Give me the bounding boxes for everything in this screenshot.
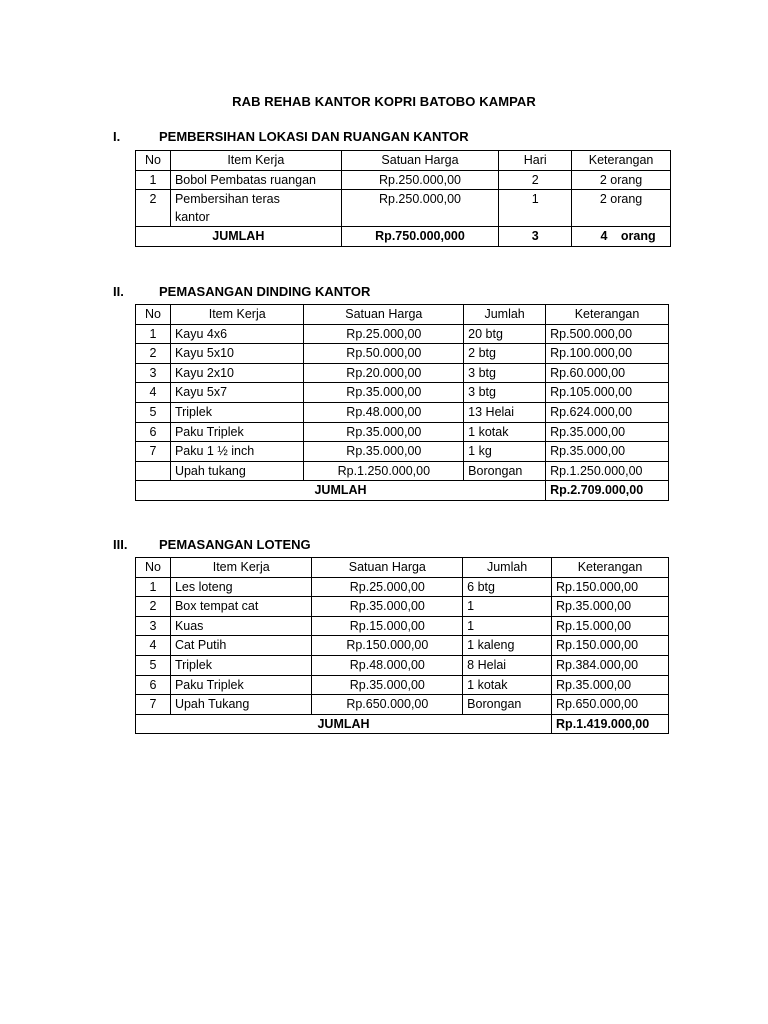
cell-keterangan: Rp.35.000,00 [552, 675, 669, 695]
cell-no: 1 [136, 170, 171, 190]
cell-item: Bobol Pembatas ruangan [170, 170, 341, 190]
cell-item: Kayu 2x10 [170, 363, 304, 383]
section-2-number: II. [113, 284, 124, 299]
cell-item: Paku 1 ½ inch [170, 442, 304, 462]
cell-jumlah: 20 btg [464, 324, 546, 344]
cell-jumlah: 13 Helai [464, 402, 546, 422]
cell-jumlah: 8 Helai [463, 655, 552, 675]
total-orang-unit: orang [620, 229, 656, 244]
total-harga: Rp.750.000,000 [341, 227, 499, 247]
table-row [136, 383, 669, 403]
total-label: JUMLAH [136, 481, 546, 501]
header-jumlah: Jumlah [464, 305, 546, 325]
cell-jumlah: 3 btg [464, 363, 546, 383]
table-row [136, 461, 669, 481]
cell-harga: Rp.48.000,00 [304, 402, 464, 422]
cell-harga: Rp.35.000,00 [312, 597, 463, 617]
table-row [136, 675, 669, 695]
cell-harga: Rp.20.000,00 [304, 363, 464, 383]
cell-jumlah: 1 [463, 616, 552, 636]
total-hari: 3 [499, 227, 572, 247]
table-row [136, 324, 669, 344]
cell-harga: Rp.250.000,00 [341, 190, 499, 227]
section-3-table [135, 557, 669, 734]
section-1 [0, 129, 768, 244]
header-no: No [136, 558, 171, 578]
header-keterangan: Keterangan [572, 151, 671, 171]
cell-item: Kayu 5x10 [170, 344, 304, 364]
section-1-title: PEMBERSIHAN LOKASI DAN RUANGAN KANTOR [159, 129, 469, 144]
cell-no: 3 [136, 363, 171, 383]
cell-no: 7 [136, 695, 171, 715]
cell-no: 5 [136, 402, 171, 422]
cell-harga: Rp.250.000,00 [341, 170, 499, 190]
table-row [136, 577, 669, 597]
cell-harga: Rp.48.000,00 [312, 655, 463, 675]
total-label: JUMLAH [136, 227, 342, 247]
table-row [136, 695, 669, 715]
section-1-table [135, 150, 671, 247]
header-item: Item Kerja [170, 558, 312, 578]
cell-keterangan: Rp.35.000,00 [546, 422, 669, 442]
table-row [136, 363, 669, 383]
table-row [136, 170, 671, 190]
cell-keterangan: Rp.105.000,00 [546, 383, 669, 403]
table-row [136, 344, 669, 364]
document-title: RAB REHAB KANTOR KOPRI BATOBO KAMPAR [232, 94, 536, 109]
cell-keterangan: Rp.100.000,00 [546, 344, 669, 364]
cell-harga: Rp.35.000,00 [304, 442, 464, 462]
section-2-heading [0, 284, 768, 302]
total-row [136, 714, 669, 734]
cell-no: 4 [136, 383, 171, 403]
cell-harga: Rp.1.250.000,00 [304, 461, 464, 481]
table-row [136, 616, 669, 636]
cell-harga: Rp.35.000,00 [304, 383, 464, 403]
total-row [136, 481, 669, 501]
cell-harga: Rp.25.000,00 [304, 324, 464, 344]
cell-no: 2 [136, 190, 171, 227]
cell-no: 7 [136, 442, 171, 462]
cell-item: Paku Triplek [170, 422, 304, 442]
cell-keterangan: Rp.60.000,00 [546, 363, 669, 383]
total-keterangan [572, 227, 671, 247]
header-item: Item Kerja [170, 151, 341, 171]
header-keterangan: Keterangan [546, 305, 669, 325]
cell-harga: Rp.35.000,00 [304, 422, 464, 442]
table-header-row [136, 151, 671, 171]
total-value: Rp.2.709.000,00 [546, 481, 669, 501]
cell-harga: Rp.150.000,00 [312, 636, 463, 656]
section-2-title: PEMASANGAN DINDING KANTOR [159, 284, 371, 299]
total-label: JUMLAH [136, 714, 552, 734]
header-hari: Hari [499, 151, 572, 171]
cell-harga: Rp.15.000,00 [312, 616, 463, 636]
header-no: No [136, 151, 171, 171]
section-1-number: I. [113, 129, 121, 144]
cell-item: Box tempat cat [170, 597, 312, 617]
cell-jumlah: 2 btg [464, 344, 546, 364]
cell-item: Triplek [170, 655, 312, 675]
section-3 [0, 537, 768, 731]
header-no: No [136, 305, 171, 325]
total-row [136, 227, 671, 247]
cell-hari: 2 [499, 170, 572, 190]
cell-no [136, 461, 171, 481]
cell-jumlah: Borongan [463, 695, 552, 715]
cell-keterangan: Rp.150.000,00 [552, 577, 669, 597]
header-keterangan: Keterangan [552, 558, 669, 578]
cell-no: 3 [136, 616, 171, 636]
cell-jumlah: 3 btg [464, 383, 546, 403]
cell-jumlah: 1 kotak [464, 422, 546, 442]
table-row [136, 402, 669, 422]
section-1-heading [0, 129, 768, 147]
cell-no: 1 [136, 324, 171, 344]
cell-no: 5 [136, 655, 171, 675]
cell-harga: Rp.35.000,00 [312, 675, 463, 695]
table-row [136, 597, 669, 617]
total-orang-count: 4 [600, 229, 608, 244]
cell-no: 4 [136, 636, 171, 656]
header-item: Item Kerja [170, 305, 304, 325]
cell-no: 2 [136, 597, 171, 617]
cell-jumlah: 6 btg [463, 577, 552, 597]
cell-item: Upah Tukang [170, 695, 312, 715]
section-3-heading [0, 537, 768, 555]
cell-item: Kuas [170, 616, 312, 636]
cell-keterangan: Rp.15.000,00 [552, 616, 669, 636]
cell-item: Triplek [170, 402, 304, 422]
cell-keterangan: Rp.35.000,00 [552, 597, 669, 617]
cell-item: Kayu 4x6 [170, 324, 304, 344]
table-row [136, 442, 669, 462]
cell-keterangan: Rp.150.000,00 [552, 636, 669, 656]
header-jumlah: Jumlah [463, 558, 552, 578]
cell-keterangan: Rp.384.000,00 [552, 655, 669, 675]
cell-jumlah: 1 kotak [463, 675, 552, 695]
cell-keterangan: 2 orang [572, 190, 671, 227]
cell-jumlah: 1 kg [464, 442, 546, 462]
section-3-number: III. [113, 537, 128, 552]
table-row [136, 636, 669, 656]
cell-harga: Rp.50.000,00 [304, 344, 464, 364]
header-harga: Satuan Harga [304, 305, 464, 325]
cell-keterangan: Rp.624.000,00 [546, 402, 669, 422]
cell-jumlah: Borongan [464, 461, 546, 481]
cell-item: Paku Triplek [170, 675, 312, 695]
cell-harga: Rp.650.000,00 [312, 695, 463, 715]
header-harga: Satuan Harga [341, 151, 499, 171]
cell-no: 1 [136, 577, 171, 597]
table-header-row [136, 305, 669, 325]
cell-item: Cat Putih [170, 636, 312, 656]
table-row [136, 422, 669, 442]
cell-jumlah: 1 kaleng [463, 636, 552, 656]
header-harga: Satuan Harga [312, 558, 463, 578]
section-2-table [135, 304, 669, 501]
section-2 [0, 284, 768, 498]
section-3-title: PEMASANGAN LOTENG [159, 537, 311, 552]
table-header-row [136, 558, 669, 578]
cell-keterangan: Rp.500.000,00 [546, 324, 669, 344]
cell-item: Les loteng [170, 577, 312, 597]
cell-no: 6 [136, 675, 171, 695]
cell-hari: 1 [499, 190, 572, 227]
cell-keterangan: Rp.35.000,00 [546, 442, 669, 462]
table-row [136, 655, 669, 675]
cell-keterangan: Rp.650.000,00 [552, 695, 669, 715]
cell-harga: Rp.25.000,00 [312, 577, 463, 597]
table-row [136, 190, 671, 227]
cell-keterangan: 2 orang [572, 170, 671, 190]
cell-item: Upah tukang [170, 461, 304, 481]
cell-no: 6 [136, 422, 171, 442]
cell-item: Kayu 5x7 [170, 383, 304, 403]
cell-item: Pembersihan teras kantor [170, 190, 341, 227]
total-value: Rp.1.419.000,00 [552, 714, 669, 734]
cell-keterangan: Rp.1.250.000,00 [546, 461, 669, 481]
cell-jumlah: 1 [463, 597, 552, 617]
cell-no: 2 [136, 344, 171, 364]
